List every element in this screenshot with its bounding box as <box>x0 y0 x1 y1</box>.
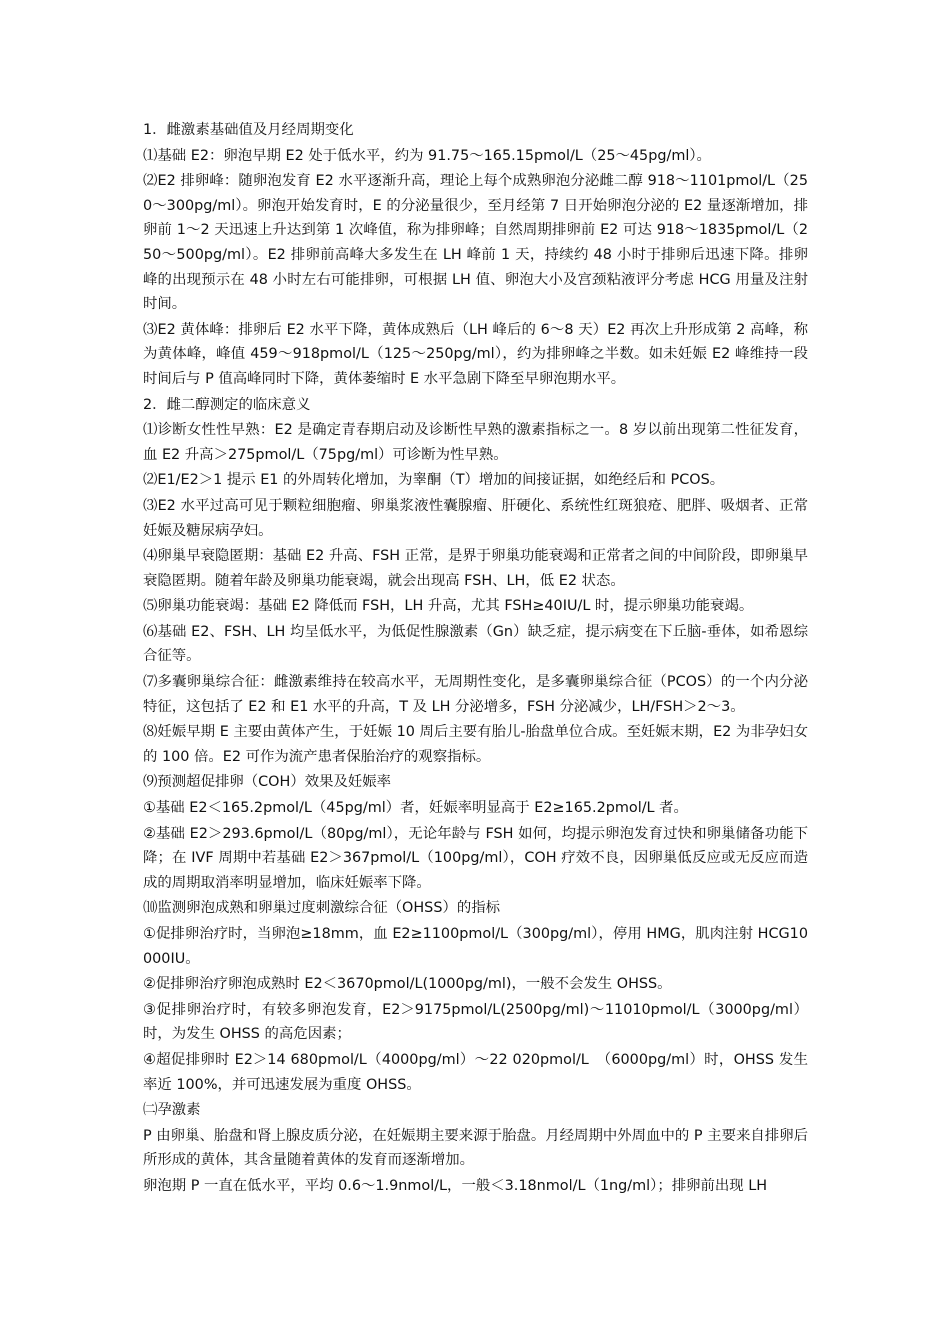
paragraph-ohss-item-3: ③促排卵治疗时，有较多卵泡发育，E2＞9175pmol/L(2500pg/ml)～11010pmol/L（3000pg/ml）时，为发生 OHSS 的高危因素； <box>143 1001 808 1043</box>
paragraph-coh-item-1: ①基础 E2＜165.2pmol/L（45pg/ml）者，妊娠率明显高于 E2≥165.2pmol/L 者。 <box>143 800 688 817</box>
paragraph-ohss-item-1: ①促排卵治疗时，当卵泡≥18mm，血 E2≥1100pmol/L（300pg/ml），停用 HMG，肌肉注射 HCG10000IU。 <box>143 926 808 967</box>
paragraph-ohss-item-2: ②促排卵治疗卵泡成熟时 E2＜3670pmol/L(1000pg/ml)，一般不会发生 OHSS。 <box>143 976 672 993</box>
section-heading-clinical-significance: 2．雌二醇测定的临床意义 <box>143 396 311 413</box>
paragraph-coh-item-2: ②基础 E2＞293.6pmol/L（80pg/ml），无论年龄与 FSH 如何，均提示卵泡发育过快和卵巢储备功能下降；在 IVF 周期中若基础 E2＞367pmol/L（100pg/ml），COH 疗效不良，因卵巢低反应或无反应而造成的周期取消率明显增加，临床妊娠率下降。 <box>143 825 808 891</box>
paragraph-early-pregnancy: ⑻妊娠早期 E 主要由黄体产生，于妊娠 10 周后主要有胎儿-胎盘单位合成。至妊娠末期，E2 为非孕妇女的 100 倍。E2 可作为流产患者保胎治疗的观察指标。 <box>143 724 808 765</box>
paragraph-e2-luteal-peak: ⑶E2 黄体峰：排卵后 E2 水平下降，黄体成熟后（LH 峰后的 6～8 天）E2 再次上升形成第 2 高峰，称为黄体峰，峰值 459～918pmol/L（125～250pg/ml），约为排卵峰之半数。如未妊娠 E2 峰维持一段时间后与 P 值高峰同时下降，黄体萎缩时 E 水平急剧下降至早卵泡期水平。 <box>143 321 808 387</box>
paragraph-ohss-item-4: ④超促排卵时 E2＞14 680pmol/L（4000pg/ml）～22 020pmol/L （6000pg/ml）时，OHSS 发生率近 100%，并可迅速发展为重度 OHSS。 <box>143 1051 808 1093</box>
paragraph-e2-ovulation-peak: ⑵E2 排卵峰：随卵泡发育 E2 水平逐渐升高，理论上每个成熟卵泡分泌雌二醇 918～1101pmol/L（250～300pg/ml）。卵泡开始发育时，E 的分泌量很少，至月经第 7 日开始卵泡分泌的 E2 量逐渐增加，排卵前 1～2 天迅速上升达到第 1 次峰值，称为排卵峰；自然周期排卵前 E2 可达 918～1835pmol/L（250～500pg/ml）。E2 排卵前高峰大多发生在 LH 峰前 1 天，持续约 48 小时于排卵后迅速下降。排卵峰的出现预示在 48 小时左右可能排卵，可根据 LH 值、卵泡大小及宫颈粘液评分考虑 HCG 用量及注射时间。 <box>143 173 808 313</box>
paragraph-high-e2: ⑶E2 水平过高可见于颗粒细胞瘤、卵巢浆液性囊腺瘤、肝硬化、系统性红斑狼疮、肥胖、吸烟者、正常妊娠及糖尿病孕妇。 <box>143 497 808 539</box>
paragraph-low-gonadotropin: ⑹基础 E2、FSH、LH 均呈低水平，为低促性腺激素（Gn）缺乏症，提示病变在下丘脑-垂体，如希恩综合征等。 <box>143 623 808 665</box>
paragraph-occult-ovarian-failure: ⑷卵巢早衰隐匿期：基础 E2 升高、FSH 正常，是界于卵巢功能衰竭和正常者之间的中间阶段，即卵巢早衰隐匿期。随着年龄及卵巢功能衰竭，就会出现高 FSH、LH，低 E2 状态。 <box>143 548 808 589</box>
paragraph-baseline-e2: ⑴基础 E2：卵泡早期 E2 处于低水平，约为 91.75～165.15pmol/L（25～45pg/ml）。 <box>143 147 711 164</box>
paragraph-precocious-puberty: ⑴诊断女性性早熟：E2 是确定青春期启动及诊断性早熟的激素指标之一。8 岁以前出现第二性征发育，血 E2 升高＞275pmol/L（75pg/ml）可诊断为性早熟。 <box>143 422 808 463</box>
section-heading-progesterone: ㈡孕激素 <box>143 1102 201 1119</box>
paragraph-coh-prediction: ⑼预测超促排卵（COH）效果及妊娠率 <box>143 774 392 791</box>
paragraph-e1-e2-ratio: ⑵E1/E2＞1 提示 E1 的外周转化增加，为睾酮（T）增加的间接证据，如绝经后和 PCOS。 <box>143 472 725 489</box>
section-heading-estrogen-baseline: 1．雌激素基础值及月经周期变化 <box>143 122 354 138</box>
paragraph-pcos: ⑺多囊卵巢综合征：雌激素维持在较高水平，无周期性变化，是多囊卵巢综合征（PCOS）的一个内分泌特征，这包括了 E2 和 E1 水平的升高，T 及 LH 分泌增多，FSH 分泌减少，LH/FSH＞2～3。 <box>143 674 808 715</box>
paragraph-follicular-phase-p: 卵泡期 P 一直在低水平，平均 0.6～1.9nmol/L，一般＜3.18nmol/L（1ng/ml）；排卵前出现 LH <box>143 1177 768 1194</box>
paragraph-ohss-monitoring: ⑽监测卵泡成熟和卵巢过度刺激综合征（OHSS）的指标 <box>143 900 501 917</box>
paragraph-ovarian-failure: ⑸卵巢功能衰竭：基础 E2 降低而 FSH，LH 升高，尤其 FSH≥40IU/L 时，提示卵巢功能衰竭。 <box>143 598 754 615</box>
document-page <box>143 118 808 1200</box>
paragraph-progesterone-source: P 由卵巢、胎盘和肾上腺皮质分泌，在妊娠期主要来源于胎盘。月经周期中外周血中的 P 主要来自排卵后所形成的黄体，其含量随着黄体的发育而逐渐增加。 <box>143 1127 808 1169</box>
